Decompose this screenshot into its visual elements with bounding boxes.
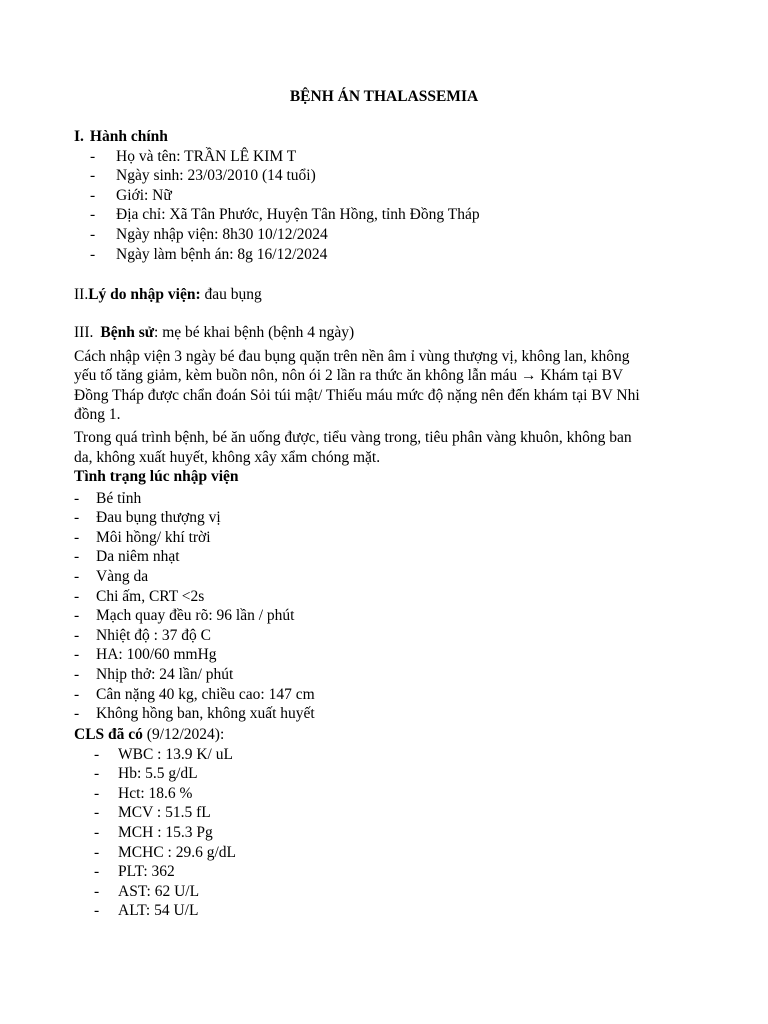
lab-text: WBC : 13.9 K/ uL [118, 745, 233, 763]
section-reason [74, 285, 694, 305]
lab-text: MCV : 51.5 fL [118, 804, 211, 822]
paragraph-line: Đồng Tháp được chẩn đoán Sỏi túi mật/ Thiếu máu mức độ nặng nên đến khám tại BV Nhi [74, 386, 640, 404]
bullet-dash: - [74, 626, 80, 644]
bullet-dash: - [74, 548, 80, 566]
bullet-dash: - [94, 902, 100, 920]
bullet-dash: - [74, 665, 80, 683]
status-item [74, 587, 694, 607]
admin-item [74, 186, 694, 206]
bullet-dash: - [94, 765, 100, 783]
bullet-dash: - [90, 186, 96, 204]
status-text: Chi ấm, CRT <2s [96, 587, 205, 605]
status-text: Không hồng ban, không xuất huyết [96, 705, 315, 723]
admin-text: Ngày sinh: 23/03/2010 (14 tuổi) [116, 167, 316, 185]
admin-text: Ngày nhập viện: 8h30 10/12/2024 [116, 225, 328, 243]
status-item [74, 626, 694, 646]
section-2-line [74, 285, 694, 305]
section-administrative [74, 127, 694, 264]
bullet-dash: - [94, 882, 100, 900]
bullet-dash: - [74, 685, 80, 703]
status-item [74, 489, 694, 509]
document-title: BỆNH ÁN THALASSEMIA [289, 88, 479, 105]
labs-line [74, 725, 694, 745]
status-text: Nhiệt độ : 37 độ C [96, 626, 211, 644]
bullet-dash: - [74, 705, 80, 723]
status-text: Bé tỉnh [96, 489, 142, 507]
bullet-dash: - [74, 607, 80, 625]
labs-heading: CLS đã có [74, 726, 143, 743]
bullet-dash: - [94, 804, 100, 822]
admin-item [74, 147, 694, 167]
history-paragraph-2 [74, 428, 694, 467]
lab-item [74, 862, 694, 882]
status-item [74, 528, 694, 548]
paragraph-line: yếu tố tăng giảm, kèm buồn nôn, nôn ói 2 lần ra thức ăn không lẫn máu → Khám tại BV [74, 367, 624, 385]
status-text: Da niêm nhạt [96, 548, 180, 566]
section-1-heading [74, 127, 694, 147]
bullet-dash: - [94, 843, 100, 861]
section-2-text: đau bụng [200, 286, 262, 303]
administrative-list [74, 147, 694, 265]
admin-item [74, 205, 694, 225]
status-text: Môi hồng/ khí trời [96, 528, 211, 546]
status-heading: Tình trạng lúc nhập viện [74, 468, 239, 485]
status-item [74, 606, 694, 626]
lab-item [74, 803, 694, 823]
status-text: Vàng da [96, 567, 149, 585]
lab-item [74, 764, 694, 784]
bullet-dash: - [94, 863, 100, 881]
status-item [74, 508, 694, 528]
bullet-dash: - [74, 646, 80, 664]
bullet-dash: - [74, 567, 80, 585]
bullet-dash: - [90, 225, 96, 243]
lab-text: AST: 62 U/L [118, 882, 200, 900]
admin-text: Họ và tên: TRẦN LÊ KIM T [116, 147, 297, 165]
section-1-title: Hành chính [89, 128, 168, 145]
status-item [74, 685, 694, 705]
lab-item [74, 843, 694, 863]
section-3-title: Bệnh sử [100, 324, 155, 341]
status-text: Mạch quay đều rõ: 96 lần / phút [96, 607, 295, 625]
admin-text: Ngày làm bệnh án: 8g 16/12/2024 [116, 245, 328, 263]
bullet-dash: - [90, 206, 96, 224]
status-text: HA: 100/60 mmHg [96, 646, 217, 664]
section-3-number: III. [74, 324, 94, 341]
status-text: Nhịp thở: 24 lần/ phút [96, 665, 234, 683]
status-item [74, 645, 694, 665]
bullet-dash: - [90, 167, 96, 185]
bullet-dash: - [74, 587, 80, 605]
status-item [74, 704, 694, 724]
lab-item [74, 901, 694, 921]
lab-text: Hb: 5.5 g/dL [118, 765, 198, 783]
paragraph-line: Cách nhập viện 3 ngày bé đau bụng quặn trên nền âm ỉ vùng thượng vị, không lan, không [74, 347, 630, 365]
lab-text: Hct: 18.6 % [118, 784, 193, 802]
history-paragraph-1 [74, 347, 694, 425]
section-1-number: I. [74, 128, 84, 145]
status-item [74, 567, 694, 587]
section-admission-status [74, 467, 694, 724]
section-3-text: : mẹ bé khai bệnh (bệnh 4 ngày) [154, 324, 355, 341]
lab-text: MCH : 15.3 Pg [118, 823, 213, 841]
lab-item [74, 784, 694, 804]
bullet-dash: - [94, 784, 100, 802]
paragraph-line: Trong quá trình bệnh, bé ăn uống được, tiểu vàng trong, tiêu phân vàng khuôn, không ban [74, 428, 632, 446]
admin-item [74, 225, 694, 245]
lab-item [74, 882, 694, 902]
admin-item [74, 166, 694, 186]
bullet-dash: - [94, 745, 100, 763]
paragraph-line: da, không xuất huyết, không xây xẩm chóng mặt. [74, 448, 381, 466]
status-text: Đau bụng thượng vị [96, 509, 221, 527]
status-list [74, 489, 694, 724]
admin-text: Địa chỉ: Xã Tân Phước, Huyện Tân Hồng, tỉnh Đồng Tháp [116, 206, 480, 224]
bullet-dash: - [94, 823, 100, 841]
bullet-dash: - [74, 528, 80, 546]
lab-text: MCHC : 29.6 g/dL [118, 843, 236, 861]
section-3-line [74, 323, 694, 343]
admin-text: Giới: Nữ [116, 186, 172, 204]
bullet-dash: - [74, 509, 80, 527]
lab-item [74, 745, 694, 765]
section-history [74, 323, 694, 467]
labs-list [74, 745, 694, 921]
bullet-dash: - [90, 147, 96, 165]
lab-text: ALT: 54 U/L [118, 902, 199, 920]
paragraph-line: đồng 1. [74, 406, 121, 424]
lab-item [74, 823, 694, 843]
status-item [74, 665, 694, 685]
section-2-title: Lý do nhập viện: [88, 286, 201, 303]
section-labs [74, 725, 694, 921]
lab-text: PLT: 362 [118, 863, 175, 881]
bullet-dash: - [74, 489, 80, 507]
status-text: Cân nặng 40 kg, chiều cao: 147 cm [96, 685, 315, 703]
status-item [74, 547, 694, 567]
bullet-dash: - [90, 245, 96, 263]
admin-item [74, 245, 694, 265]
labs-date: (9/12/2024): [142, 726, 225, 743]
section-2-number: II. [74, 286, 89, 303]
